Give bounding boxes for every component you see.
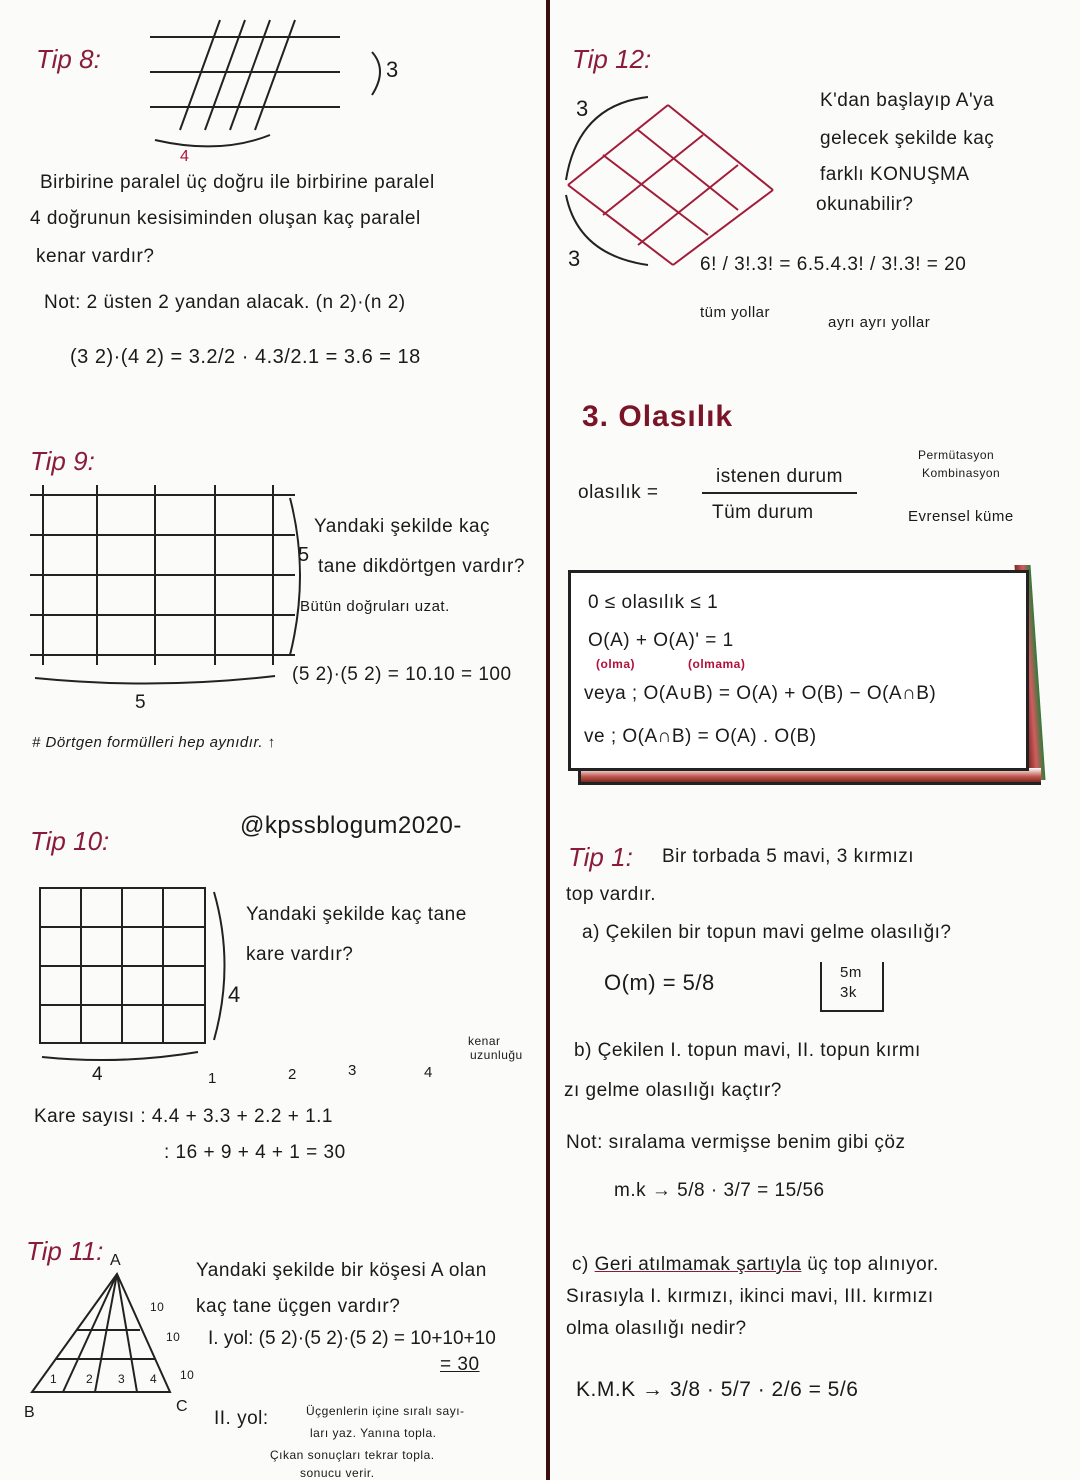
tip11-question-2: kaç tane üçgen vardır? <box>196 1296 401 1317</box>
tip11-way2-3: Çıkan sonuçları tekrar topla. <box>270 1448 435 1462</box>
square-grid-figure <box>30 880 250 1070</box>
probability-lhs: olasılık = <box>578 482 659 503</box>
tip12-question-3: farklı KONUŞMA <box>820 164 970 185</box>
tip10-line-1: Kare sayısı : 4.4 + 3.3 + 2.2 + 1.1 <box>34 1106 333 1127</box>
tip10-line-2: : 16 + 9 + 4 + 1 = 30 <box>164 1142 346 1163</box>
column-divider <box>546 0 550 1480</box>
tip1-b-question-2: zı gelme olasılığı kaçtır? <box>564 1080 782 1101</box>
tip1-c-answer: K.M.K → 3/8 · 5/7 · 2/6 = 5/6 <box>576 1378 859 1401</box>
section-heading: 3. Olasılık <box>582 400 734 433</box>
tip9-fig-bottom: 5 <box>135 692 147 713</box>
tip1-c-question-1 <box>572 1254 939 1276</box>
tip9-solution: (5 2)·(5 2) = 10.10 = 100 <box>292 664 512 685</box>
tip11-way1: I. yol: (5 2)·(5 2)·(5 2) = 10+10+10 <box>208 1328 496 1349</box>
tip9-title: Tip 9: <box>30 446 95 476</box>
tip1-a-question: a) Çekilen bir topun mavi gelme olasılığı? <box>582 922 952 943</box>
rule-4: ve ; O(A∩B) = O(A) . O(B) <box>584 726 817 747</box>
tip10-question-1: Yandaki şekilde kaç tane <box>246 904 467 925</box>
tip10-side-note-2: uzunluğu <box>470 1048 523 1062</box>
tip1-b-note: Not: sıralama vermişse benim gibi çöz <box>566 1132 906 1153</box>
tip9-fig-side: 5 <box>298 544 310 566</box>
c-prefix: c) <box>572 1254 595 1275</box>
tip11-way2-4: sonucu verir. <box>300 1466 375 1480</box>
tip1-title: Tip 1: <box>568 842 633 872</box>
tip11-way2-1: Üçgenlerin içine sıralı sayı- <box>306 1404 465 1418</box>
numerator-note-1: Permütasyon <box>918 448 995 462</box>
probability-denominator: Tüm durum <box>712 502 814 523</box>
tip8-question-3: kenar vardır? <box>36 246 155 267</box>
tip11-way2-2: ları yaz. Yanına topla. <box>310 1426 437 1440</box>
tip12-title: Tip 12: <box>572 44 652 74</box>
tip8-question-2: 4 doğrunun kesisiminden oluşan kaç paralel <box>30 208 421 229</box>
parallel-lines-figure <box>140 10 400 160</box>
denominator-note: Evrensel küme <box>908 508 1014 525</box>
rule-2: O(A) + O(A)' = 1 <box>588 630 734 651</box>
tip12-question-1: K'dan başlayıp A'ya <box>820 90 995 111</box>
row-total-1: 10 <box>150 1300 165 1314</box>
tip12-question-2: gelecek şekilde kaç <box>820 128 995 149</box>
tip12-fig-side-top: 3 <box>576 96 589 121</box>
tip9-question-2: tane dikdörtgen vardır? <box>318 556 525 577</box>
tip10-title: Tip 10: <box>30 826 110 856</box>
ball-count-red: 3k <box>840 984 857 1001</box>
tip1-intro-2: top vardır. <box>566 884 656 905</box>
c-underlined: Geri atılmamak şartıyla <box>594 1254 802 1275</box>
row-total-3: 10 <box>180 1368 195 1382</box>
tip12-fig-side-bottom: 3 <box>568 246 581 271</box>
rule-2-label-olma: (olma) <box>596 657 635 671</box>
tip11-title: Tip 11: <box>26 1236 104 1266</box>
row-total-2: 10 <box>166 1330 181 1344</box>
numerator-note-2: Kombinasyon <box>922 466 1001 480</box>
tip1-b-answer: m.k → 5/8 · 3/7 = 15/56 <box>614 1180 825 1201</box>
rule-3: veya ; O(A∪B) = O(A) + O(B) − O(A∩B) <box>584 683 937 704</box>
tip11-way2-label: II. yol: <box>214 1408 269 1429</box>
c-suffix: üç top alınıyor. <box>801 1254 939 1275</box>
cell-4: 4 <box>150 1372 158 1386</box>
tip10-mark-2: 2 <box>288 1066 297 1083</box>
probability-numerator: istenen durum <box>702 466 857 494</box>
tip10-fig-bottom: 4 <box>92 1064 104 1085</box>
tip9-question-1: Yandaki şekilde kaç <box>314 516 491 537</box>
cell-1: 1 <box>50 1372 58 1386</box>
tip11-question-1: Yandaki şekilde bir köşesi A olan <box>196 1260 487 1281</box>
vertex-b: B <box>24 1404 36 1421</box>
tip10-question-2: kare vardır? <box>246 944 354 965</box>
vertex-c: C <box>176 1398 189 1415</box>
cell-2: 2 <box>86 1372 94 1386</box>
cell-3: 3 <box>118 1372 126 1386</box>
triangle-figure <box>15 1262 215 1412</box>
tip9-footnote: # Dörtgen formülleri hep aynıdır. ↑ <box>32 734 276 751</box>
tip8-title: Tip 8: <box>36 44 101 74</box>
tip10-mark-1: 1 <box>208 1070 217 1087</box>
vertex-a: A <box>110 1252 122 1269</box>
tip1-b-question-1: b) Çekilen I. topun mavi, II. topun kırmı <box>574 1040 921 1061</box>
tip12-label-all: tüm yollar <box>700 304 771 321</box>
tip8-fig-side: 3 <box>386 57 399 82</box>
tip12-question-4: okunabilir? <box>816 194 914 215</box>
tip8-fig-bottom: 4 <box>180 148 190 165</box>
tip12-label-separate: ayrı ayrı yollar <box>828 314 931 331</box>
tip8-note: Not: 2 üsten 2 yandan alacak. (n 2)·(n 2) <box>44 292 406 313</box>
tip1-intro-1: Bir torbada 5 mavi, 3 kırmızı <box>662 846 915 867</box>
rule-2-label-olmama: (olmama) <box>688 657 746 671</box>
tip1-c-question-3: olma olasılığı nedir? <box>566 1318 747 1339</box>
tip11-way1-result: = 30 <box>440 1354 480 1375</box>
tip1-c-question-2: Sırasıyla I. kırmızı, ikinci mavi, III. kırmızı <box>566 1286 934 1307</box>
rectangle-grid-figure <box>25 480 315 700</box>
tip8-question-1: Birbirine paralel üç doğru ile birbirine paralel <box>40 172 435 193</box>
tip10-mark-3: 3 <box>348 1062 357 1079</box>
tip12-formula: 6! / 3!.3! = 6.5.4.3! / 3!.3! = 20 <box>700 254 967 275</box>
tip1-a-answer: O(m) = 5/8 <box>604 970 715 995</box>
tip10-side-note-1: kenar <box>468 1034 501 1048</box>
rule-1: 0 ≤ olasılık ≤ 1 <box>588 592 719 613</box>
konusma-grid-figure <box>558 85 798 275</box>
tip8-solution: (3 2)·(4 2) = 3.2/2 · 4.3/2.1 = 3.6 = 18 <box>70 346 421 368</box>
tip10-mark-4: 4 <box>424 1064 433 1081</box>
tip10-fig-side: 4 <box>228 982 241 1007</box>
tip9-hint: Bütün doğruları uzat. <box>300 598 450 615</box>
blog-handle: @kpssblogum2020- <box>240 812 462 839</box>
ball-count-blue: 5m <box>840 964 862 981</box>
